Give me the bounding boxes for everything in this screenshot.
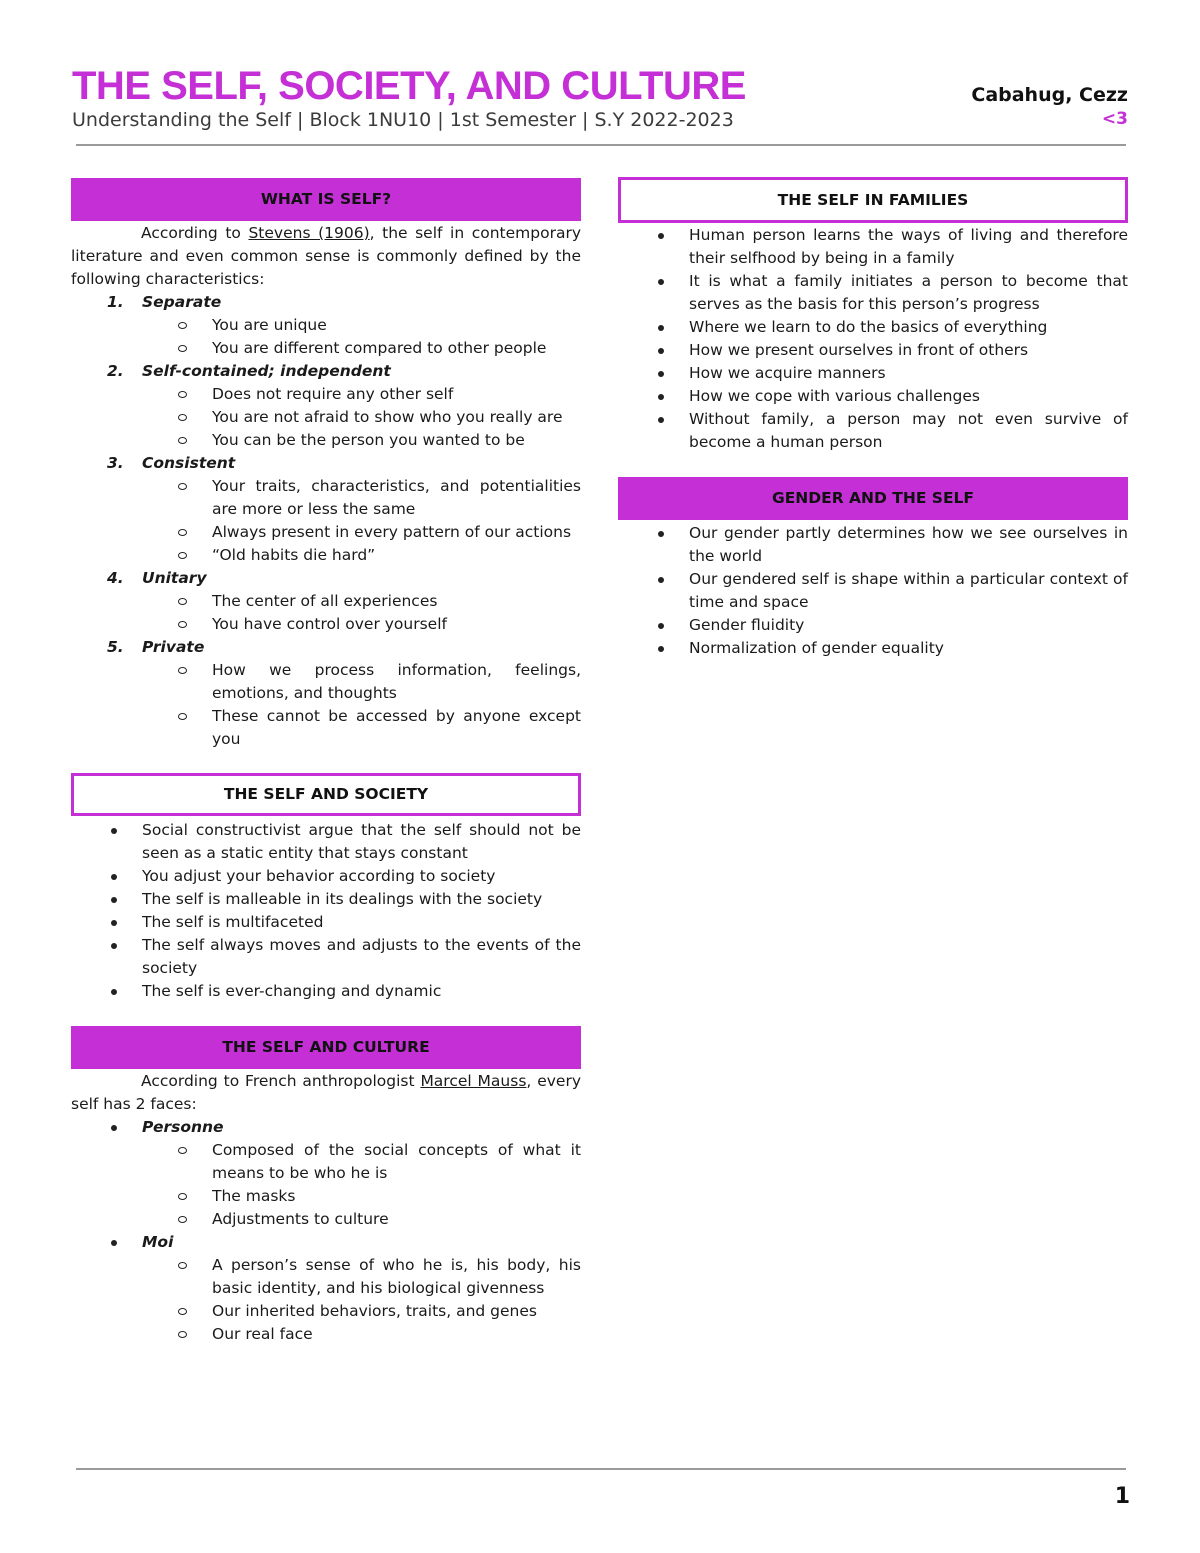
bullet-text: Our gendered self is shape within a particular context of time and space xyxy=(689,570,1128,611)
sub-bullet-text: You are not afraid to show who you really are xyxy=(212,408,563,426)
sub-bullet-text: The masks xyxy=(212,1187,296,1205)
families-bullet-list xyxy=(618,224,1128,454)
section-heading-self-and-society: THE SELF AND SOCIETY xyxy=(71,773,581,816)
characteristic-term: Self-contained; independent xyxy=(142,362,391,380)
citation-stevens: Stevens (1906) xyxy=(248,224,370,242)
sub-bullet-text: You are different compared to other people xyxy=(212,339,547,357)
filled-bullet-icon xyxy=(658,348,664,354)
sub-bullet-text: Always present in every pattern of our actions xyxy=(212,523,572,541)
sub-bullet-item xyxy=(71,659,581,705)
gender-bullet-list xyxy=(618,522,1128,660)
hollow-circle-bullet-icon xyxy=(178,391,187,398)
bullet-text: Normalization of gender equality xyxy=(689,639,944,657)
hollow-circle-bullet-icon xyxy=(178,552,187,559)
sub-bullet-item xyxy=(71,1323,581,1346)
sub-bullet-list xyxy=(142,383,581,452)
sub-bullet-text: You have control over yourself xyxy=(212,615,447,633)
face-item xyxy=(71,1231,581,1254)
hollow-circle-bullet-icon xyxy=(178,1308,187,1315)
intro-text: According to xyxy=(141,224,249,242)
hollow-circle-bullet-icon xyxy=(178,598,187,605)
hollow-circle-bullet-icon xyxy=(178,1193,187,1200)
sub-bullet-item xyxy=(71,314,581,337)
hollow-circle-bullet-icon xyxy=(178,713,187,720)
intro-text: According to French anthropologist xyxy=(141,1072,421,1090)
citation-mauss: Marcel Mauss xyxy=(420,1072,527,1090)
characteristic-item xyxy=(71,636,581,659)
characteristics-list xyxy=(71,291,581,751)
sub-bullet-text: Composed of the social concepts of what it means to be who he is xyxy=(212,1141,581,1182)
bullet-text: How we present ourselves in front of others xyxy=(689,341,1029,359)
sub-bullet-item xyxy=(71,337,581,360)
bullet-item xyxy=(618,408,1128,454)
filled-bullet-icon xyxy=(658,417,664,423)
filled-bullet-icon xyxy=(111,874,117,880)
sub-bullet-item xyxy=(71,613,581,636)
sub-bullet-text: Adjustments to culture xyxy=(212,1210,389,1228)
bullet-text: How we acquire manners xyxy=(689,364,886,382)
filled-bullet-icon xyxy=(658,233,664,239)
bullet-item xyxy=(71,934,581,980)
bullet-text: Social constructivist argue that the self should not be seen as a static entity that stays constant xyxy=(142,821,581,862)
section-heading-self-and-culture: THE SELF AND CULTURE xyxy=(71,1026,581,1069)
sub-bullet-text: These cannot be accessed by anyone except you xyxy=(212,707,581,748)
sub-bullet-item xyxy=(71,1185,581,1208)
characteristic-details xyxy=(71,314,581,360)
characteristic-term: Private xyxy=(142,638,205,656)
bullet-item xyxy=(618,637,1128,660)
face-details xyxy=(71,1139,581,1231)
characteristic-item xyxy=(71,567,581,590)
bullet-item xyxy=(618,568,1128,614)
hollow-circle-bullet-icon xyxy=(178,483,187,490)
hollow-circle-bullet-icon xyxy=(178,322,187,329)
sub-bullet-text: Your traits, characteristics, and potentialities are more or less the same xyxy=(212,477,581,518)
section-heading-gender-and-self: GENDER AND THE SELF xyxy=(618,477,1128,520)
bullet-text: Where we learn to do the basics of everything xyxy=(689,318,1048,336)
bullet-text: Human person learns the ways of living and therefore their selfhood by being in a family xyxy=(689,226,1128,267)
bullet-text: The self is malleable in its dealings with the society xyxy=(142,890,543,908)
bullet-item xyxy=(618,362,1128,385)
sub-bullet-text: The center of all experiences xyxy=(212,592,438,610)
hollow-circle-bullet-icon xyxy=(178,1147,187,1154)
sub-bullet-item xyxy=(71,406,581,429)
sub-bullet-text: Does not require any other self xyxy=(212,385,454,403)
sub-bullet-text: You can be the person you wanted to be xyxy=(212,431,525,449)
document-header xyxy=(72,62,1128,131)
hollow-circle-bullet-icon xyxy=(178,621,187,628)
filled-bullet-icon xyxy=(658,394,664,400)
characteristic-details xyxy=(71,659,581,751)
list-number: 3. xyxy=(107,454,124,472)
hollow-circle-bullet-icon xyxy=(178,529,187,536)
bullet-text: You adjust your behavior according to society xyxy=(142,867,496,885)
bullet-text: Our gender partly determines how we see ourselves in the world xyxy=(689,524,1128,565)
bullet-text: How we cope with various challenges xyxy=(689,387,980,405)
sub-bullet-list xyxy=(142,1254,581,1346)
filled-bullet-icon xyxy=(111,1240,117,1246)
section-heading-what-is-self: WHAT IS SELF? xyxy=(71,178,581,221)
characteristic-item xyxy=(71,360,581,383)
filled-bullet-icon xyxy=(658,577,664,583)
faces-list xyxy=(71,1116,581,1346)
sub-bullet-item xyxy=(71,1139,581,1185)
list-number: 5. xyxy=(107,638,124,656)
bullet-text: The self is ever-changing and dynamic xyxy=(142,982,442,1000)
filled-bullet-icon xyxy=(111,943,117,949)
characteristic-term: Consistent xyxy=(142,454,236,472)
section-heading-self-in-families: THE SELF IN FAMILIES xyxy=(618,177,1128,223)
page-number: 1 xyxy=(1114,1484,1130,1509)
sub-bullet-text: “Old habits die hard” xyxy=(212,546,376,564)
filled-bullet-icon xyxy=(111,897,117,903)
bullet-item xyxy=(618,339,1128,362)
characteristic-term: Unitary xyxy=(142,569,207,587)
footer-divider xyxy=(76,1468,1126,1470)
sub-bullet-item xyxy=(71,383,581,406)
what-is-self-intro xyxy=(71,222,581,291)
bullet-text: Without family, a person may not even survive of become a human person xyxy=(689,410,1128,451)
hollow-circle-bullet-icon xyxy=(178,1262,187,1269)
filled-bullet-icon xyxy=(658,646,664,652)
sub-bullet-item xyxy=(71,590,581,613)
hollow-circle-bullet-icon xyxy=(178,667,187,674)
sub-bullet-item xyxy=(71,521,581,544)
filled-bullet-icon xyxy=(111,989,117,995)
document-subtitle: Understanding the Self | Block 1NU10 | 1st Semester | S.Y 2022-2023 xyxy=(72,109,734,131)
filled-bullet-icon xyxy=(111,828,117,834)
face-item xyxy=(71,1116,581,1139)
face-term: Personne xyxy=(142,1118,224,1136)
filled-bullet-icon xyxy=(658,325,664,331)
bullet-text: It is what a family initiates a person to become that serves as the basis for this person’s progress xyxy=(689,272,1128,313)
bullet-item xyxy=(71,888,581,911)
sub-bullet-item xyxy=(71,1300,581,1323)
filled-bullet-icon xyxy=(658,623,664,629)
list-number: 4. xyxy=(107,569,124,587)
face-details xyxy=(71,1254,581,1346)
header-divider xyxy=(76,144,1126,146)
sub-bullet-item xyxy=(71,705,581,751)
list-number: 2. xyxy=(107,362,124,380)
sub-bullet-item xyxy=(71,1254,581,1300)
hollow-circle-bullet-icon xyxy=(178,437,187,444)
sub-bullet-list xyxy=(142,475,581,567)
sub-bullet-text: How we process information, feelings, emotions, and thoughts xyxy=(212,661,581,702)
hollow-circle-bullet-icon xyxy=(178,1331,187,1338)
bullet-item xyxy=(71,980,581,1003)
sub-bullet-text: You are unique xyxy=(212,316,327,334)
sub-bullet-list xyxy=(142,314,581,360)
bullet-item xyxy=(618,270,1128,316)
document-title: THE SELF, SOCIETY, AND CULTURE xyxy=(72,64,746,108)
hollow-circle-bullet-icon xyxy=(178,1216,187,1223)
left-column xyxy=(71,178,581,1346)
characteristic-item xyxy=(71,291,581,314)
bullet-text: Gender fluidity xyxy=(689,616,805,634)
filled-bullet-icon xyxy=(111,1125,117,1131)
list-number: 1. xyxy=(107,293,124,311)
characteristic-term: Separate xyxy=(142,293,222,311)
bullet-item xyxy=(618,614,1128,637)
right-column xyxy=(618,177,1128,660)
sub-bullet-text: Our real face xyxy=(212,1325,313,1343)
sub-bullet-item xyxy=(71,544,581,567)
filled-bullet-icon xyxy=(658,279,664,285)
characteristic-details xyxy=(71,475,581,567)
characteristic-details xyxy=(71,590,581,636)
intro-text-cont: , the self in contemporary literature and even common sense is commonly defined by the following characteristics: xyxy=(71,224,582,288)
sub-bullet-list xyxy=(142,590,581,636)
characteristic-item xyxy=(71,452,581,475)
intro-text-cont: , every self has 2 faces: xyxy=(71,1072,581,1113)
bullet-item xyxy=(71,865,581,888)
society-bullet-list xyxy=(71,819,581,1003)
sub-bullet-item xyxy=(71,475,581,521)
self-and-culture-intro xyxy=(71,1070,581,1116)
hollow-circle-bullet-icon xyxy=(178,345,187,352)
bullet-item xyxy=(71,911,581,934)
face-term: Moi xyxy=(142,1233,174,1251)
filled-bullet-icon xyxy=(658,531,664,537)
bullet-item xyxy=(618,385,1128,408)
sub-bullet-text: A person’s sense of who he is, his body, his basic identity, and his biological givenness xyxy=(212,1256,581,1297)
bullet-text: The self always moves and adjusts to the events of the society xyxy=(142,936,581,977)
heart-tagline: <3 xyxy=(1101,109,1128,129)
bullet-item xyxy=(618,316,1128,339)
bullet-text: The self is multifaceted xyxy=(142,913,324,931)
sub-bullet-list xyxy=(142,1139,581,1231)
sub-bullet-item xyxy=(71,429,581,452)
filled-bullet-icon xyxy=(111,920,117,926)
sub-bullet-text: Our inherited behaviors, traits, and genes xyxy=(212,1302,537,1320)
sub-bullet-item xyxy=(71,1208,581,1231)
bullet-item xyxy=(618,522,1128,568)
filled-bullet-icon xyxy=(658,371,664,377)
bullet-item xyxy=(618,224,1128,270)
sub-bullet-list xyxy=(142,659,581,751)
hollow-circle-bullet-icon xyxy=(178,414,187,421)
author-name: Cabahug, Cezz xyxy=(971,84,1128,106)
characteristic-details xyxy=(71,383,581,452)
bullet-item xyxy=(71,819,581,865)
